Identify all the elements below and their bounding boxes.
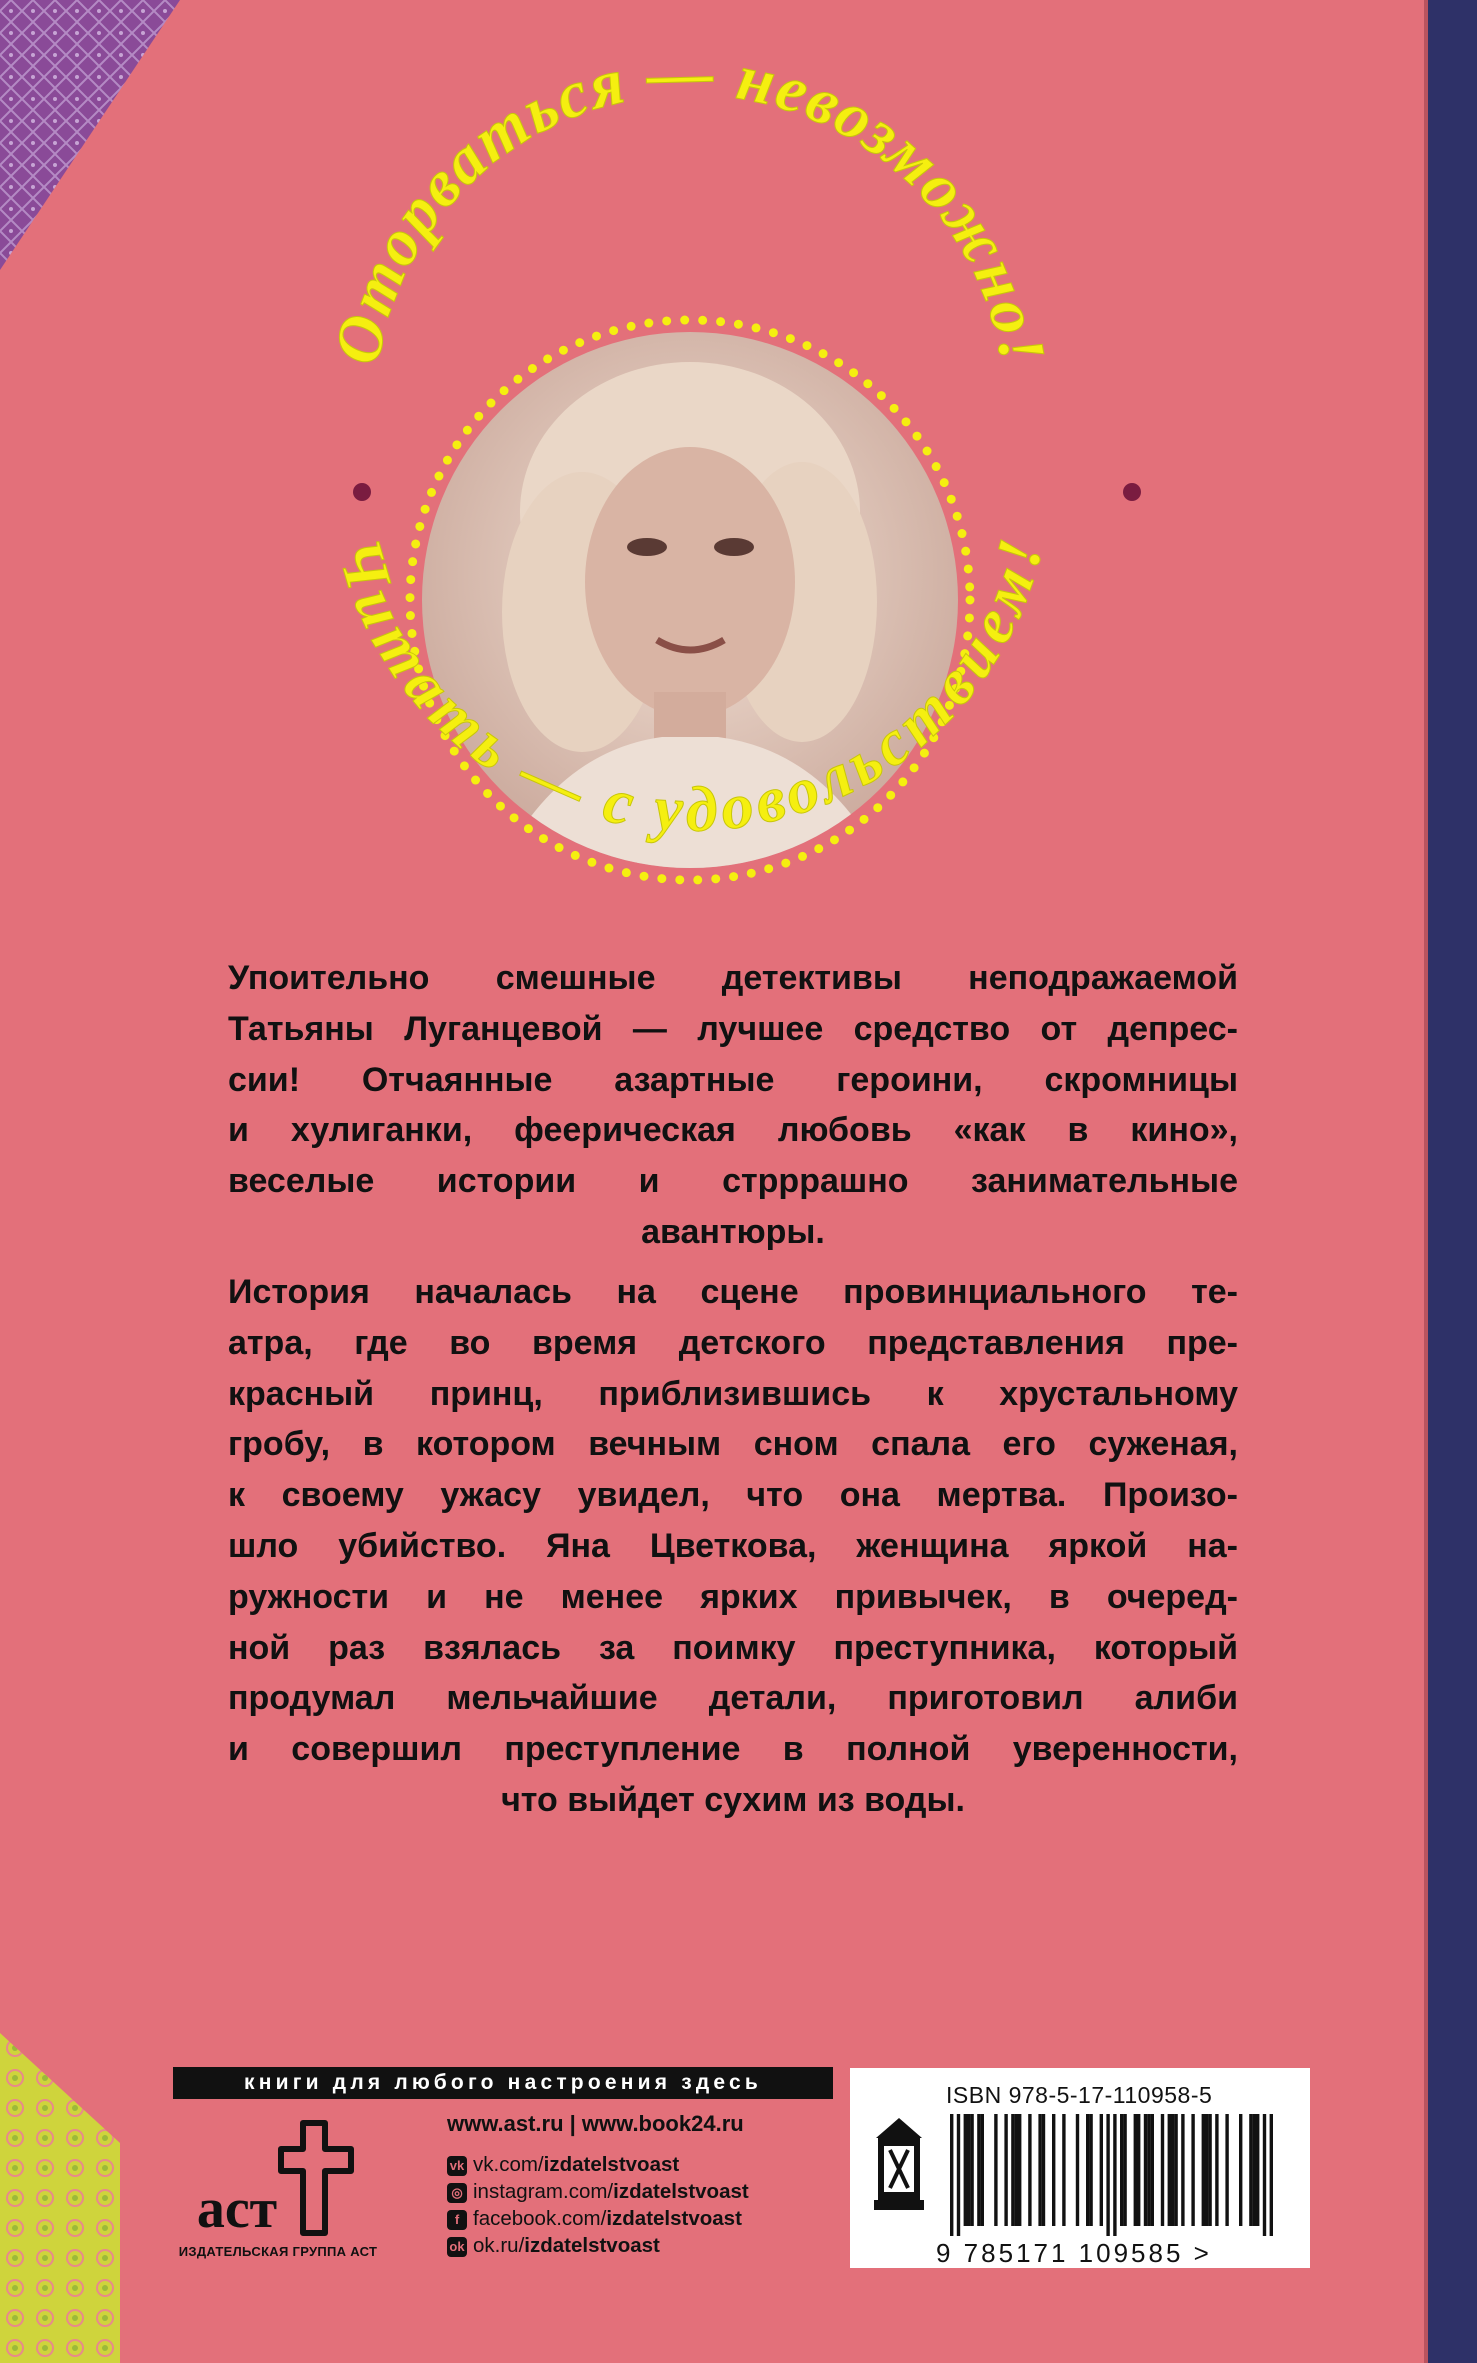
social-handle: izdatelstvoast <box>606 2207 742 2230</box>
barcode-bar <box>1018 2114 1021 2226</box>
text-line: История началась на сцене провинциального те- <box>228 1273 1238 1311</box>
barcode-bar <box>994 2114 997 2226</box>
social-handle: izdatelstvoast <box>613 2180 749 2203</box>
text-line: к своему ужасу увидел, что она мертва. Произо- <box>228 1476 1238 1515</box>
ean13-barcode <box>936 2114 1296 2236</box>
slogan-top: Оторваться — невозможно! <box>320 36 1060 371</box>
barcode-bar <box>1076 2114 1079 2226</box>
tagline-bar: книги для любого настроения здесь <box>173 2067 833 2099</box>
social-prefix: facebook.com/ <box>473 2207 607 2230</box>
barcode-bar <box>1028 2114 1031 2226</box>
isbn-barcode-panel <box>850 2068 1310 2268</box>
barcode-bar <box>1253 2114 1256 2226</box>
barcode-bar <box>950 2114 953 2236</box>
barcode-bar <box>1137 2114 1140 2226</box>
text-line: авантюры. <box>641 1212 825 1251</box>
publisher-caption: ИЗДАТЕЛЬСКАЯ ГРУППА АСТ <box>178 2244 378 2259</box>
barcode-bar <box>1134 2114 1137 2226</box>
barcode-bar <box>1202 2114 1205 2226</box>
barcode-bar <box>1151 2114 1154 2226</box>
social-handle: izdatelstvoast <box>524 2234 660 2257</box>
text-line: ной раз взялась за поимку преступника, который <box>228 1628 1238 1667</box>
text-line: и совершил преступление в полной уверенности, <box>228 1730 1238 1769</box>
barcode-bar <box>1205 2114 1208 2226</box>
barcode-bar <box>1249 2114 1252 2226</box>
barcode-bar <box>1086 2114 1089 2226</box>
vk-icon: vk <box>447 2156 467 2176</box>
social-prefix: vk.com/ <box>473 2153 544 2176</box>
instagram-icon: ◎ <box>447 2183 467 2203</box>
barcode-bar <box>1144 2114 1147 2226</box>
barcode-bar <box>1161 2114 1164 2226</box>
annotation-paragraph <box>228 953 1238 1258</box>
text-line: красный принц, приблизившись к хрустальному <box>228 1374 1238 1413</box>
slogan-ring <box>0 0 1477 950</box>
social-prefix: instagram.com/ <box>473 2180 614 2203</box>
barcode-bar <box>1011 2114 1014 2226</box>
barcode-bar <box>1062 2114 1065 2226</box>
barcode-bar <box>1239 2114 1242 2226</box>
lantern-emblem-icon <box>870 2116 928 2216</box>
barcode-bar <box>1208 2114 1211 2226</box>
social-handle: izdatelstvoast <box>543 2153 680 2176</box>
barcode-bar <box>1263 2114 1266 2236</box>
odnoklassniki-icon: ok <box>447 2237 467 2257</box>
logo-text: аст <box>196 2178 278 2240</box>
text-line: шло убийство. Яна Цветкова, женщина яркой на- <box>228 1526 1238 1565</box>
social-prefix: ok.ru/ <box>473 2234 525 2257</box>
text-line: сии! Отчаянные азартные героини, скромницы <box>228 1060 1238 1099</box>
barcode-bar <box>1089 2114 1092 2226</box>
barcode-bar <box>1191 2114 1194 2226</box>
decor-dot-right <box>1123 483 1141 501</box>
text-line: что выйдет сухим из воды. <box>501 1780 965 1819</box>
barcode-bar <box>1174 2114 1177 2226</box>
text-line: атра, где во время детского представления пре- <box>228 1323 1238 1362</box>
social-link-facebook[interactable] <box>447 2205 742 2233</box>
barcode-bar <box>1100 2114 1103 2226</box>
barcode-bar <box>967 2114 970 2226</box>
barcode-bar <box>970 2114 973 2226</box>
barcode-bar <box>1225 2114 1228 2226</box>
isbn-number: ISBN 978-5-17-110958-5 <box>946 2082 1213 2108</box>
barcode-bar <box>1038 2114 1041 2226</box>
barcode-bar <box>1256 2114 1259 2226</box>
barcode-bar <box>1052 2114 1055 2226</box>
social-link-instagram[interactable] <box>447 2178 749 2206</box>
barcode-bar <box>1181 2114 1184 2226</box>
svg-text:Читать — с удовольствием! <box>323 531 1056 845</box>
barcode-bar <box>1015 2114 1018 2226</box>
barcode-bar <box>1042 2114 1045 2226</box>
barcode-bar <box>1004 2114 1007 2226</box>
barcode-bar <box>1168 2114 1171 2226</box>
text-line: веселые истории и стрррашно занимательные <box>228 1162 1238 1201</box>
barcode-bar <box>977 2114 980 2226</box>
svg-text:Оторваться — невозможно! <box>320 36 1059 370</box>
text-line: гробу, в котором вечным сном спала его суженая, <box>228 1425 1238 1464</box>
barcode-digits: 9 785171 109585 > <box>936 2238 1212 2268</box>
barcode-bar <box>957 2114 960 2236</box>
floral-pattern-corner <box>0 2033 120 2363</box>
social-link-vk[interactable] <box>447 2151 679 2179</box>
text-line: ружности и не менее ярких привычек, в очеред- <box>228 1577 1238 1616</box>
barcode-bar <box>1106 2114 1109 2236</box>
barcode-bar <box>1113 2114 1116 2236</box>
barcode-bar <box>964 2114 967 2226</box>
barcode-bar <box>1120 2114 1123 2226</box>
text-line: продумал мельчайшие детали, приготовил алиби <box>228 1679 1238 1718</box>
slogan-bottom: Читать — с удовольствием! <box>323 531 1057 845</box>
text-line: Татьяны Луганцевой — лучшее средство от депрес- <box>228 1009 1238 1048</box>
text-line: Упоительно смешные детективы неподражаемой <box>228 959 1238 997</box>
barcode-bar <box>1215 2114 1218 2226</box>
social-link-odnoklassniki[interactable] <box>447 2232 660 2260</box>
barcode-bar <box>981 2114 984 2226</box>
decor-dot-left <box>353 483 371 501</box>
barcode-bar <box>1123 2114 1126 2226</box>
publisher-websites[interactable]: www.ast.ru | www.book24.ru <box>447 2111 744 2136</box>
facebook-icon: f <box>447 2210 467 2230</box>
text-line: и хулиганки, феерическая любовь «как в кино», <box>228 1111 1238 1150</box>
barcode-bar <box>1270 2114 1273 2236</box>
barcode-bar <box>1147 2114 1150 2226</box>
barcode-bar <box>1171 2114 1174 2226</box>
ast-logo <box>185 2115 375 2245</box>
synopsis-paragraph <box>228 1267 1238 1826</box>
